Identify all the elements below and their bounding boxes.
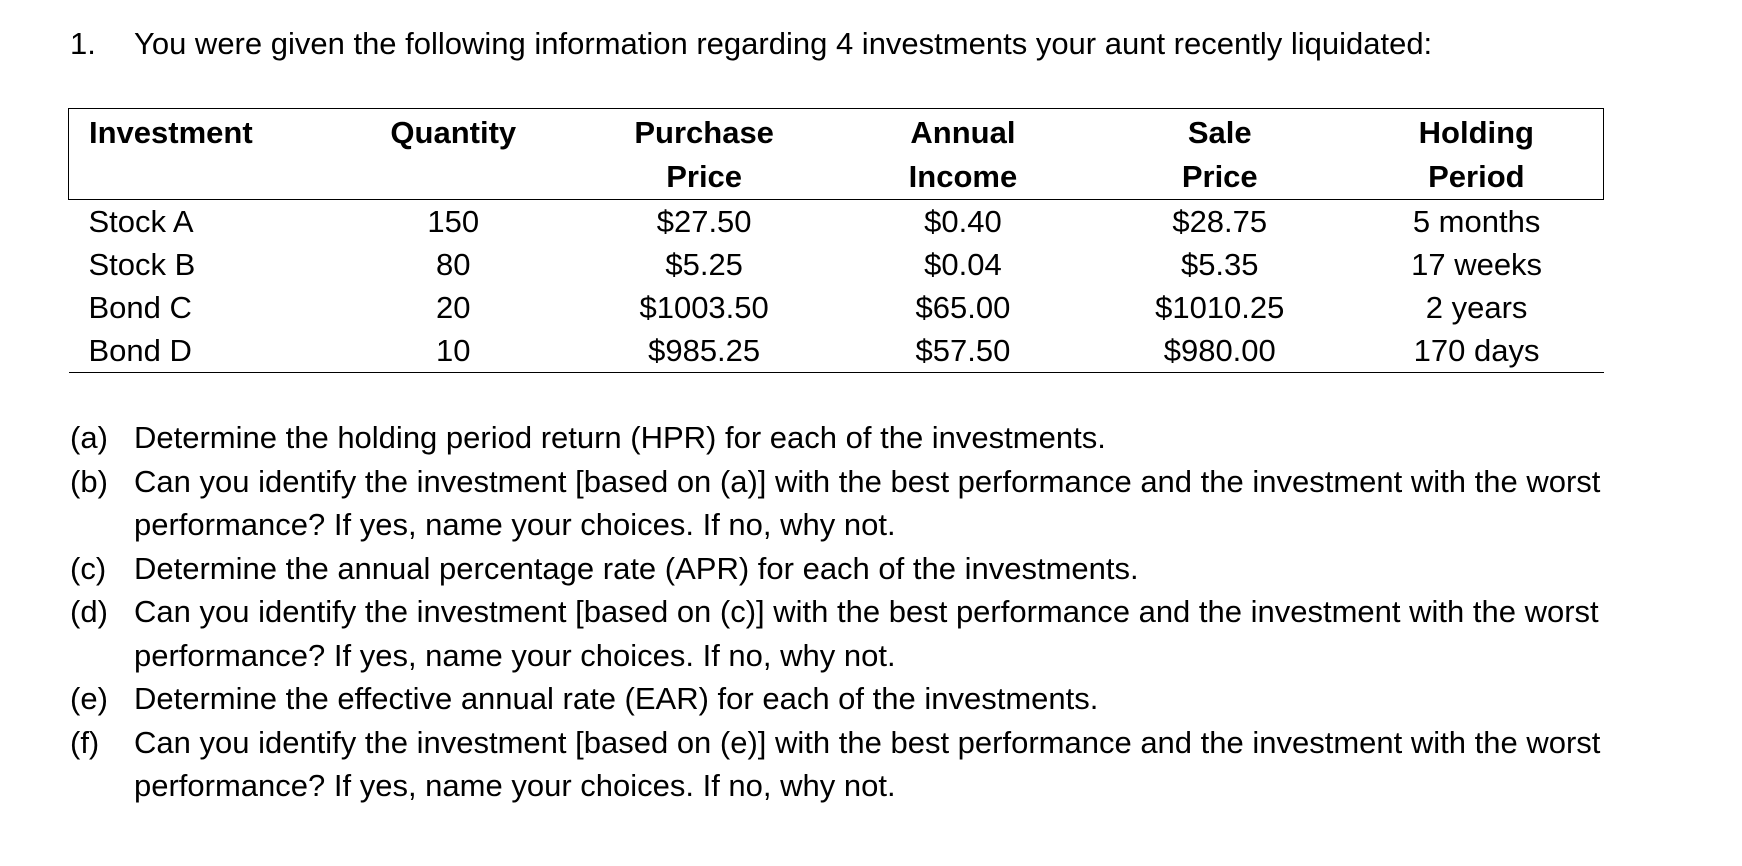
table-row [69, 329, 1604, 373]
header-purchase: Purchase [572, 109, 836, 156]
cell-annual-income: $0.40 [924, 204, 1002, 239]
header-row-bottom [69, 155, 1604, 200]
part-label: (c) [70, 550, 107, 586]
part-text: Determine the holding period return (HPR) for each of the investments. [134, 420, 1106, 455]
part-label: (d) [70, 594, 108, 629]
header-purchase-price: Price [572, 155, 836, 200]
cell-holding-period: 170 days [1350, 329, 1604, 373]
cell-quantity: 20 [436, 290, 471, 325]
header-sale-price: Price [1090, 155, 1350, 200]
cell-quantity: 10 [334, 329, 572, 373]
cell-quantity: 150 [427, 204, 480, 239]
part-text: Can you identify the investment [based on (e)] with the best performance and the investment with the worst performance? If yes, name your choices. If no, why not. [134, 724, 1601, 803]
part-label: (f) [70, 724, 100, 760]
part-text: Determine the annual percentage rate (APR) for each of the investments. [134, 550, 1139, 586]
investments-table [68, 108, 1604, 373]
table-body [69, 200, 1604, 373]
header-investment-line2 [69, 155, 335, 200]
cell-purchase-price: $5.25 [665, 247, 743, 282]
header-quantity: Quantity [334, 109, 572, 156]
part-text: Can you identify the investment [based on (a)] with the best performance and the investment with the worst performance? If yes, name your choices. If no, why not. [134, 463, 1601, 542]
header-quantity-line2 [334, 155, 572, 200]
cell-investment: Stock B [88, 247, 196, 282]
header-row-top [69, 109, 1604, 156]
investments-table-wrapper [68, 108, 1604, 373]
cell-investment: Bond C [88, 290, 192, 325]
cell-investment: Bond D [69, 329, 335, 373]
cell-holding-period: 2 years [1425, 290, 1528, 325]
cell-purchase-price: $27.50 [656, 204, 752, 239]
cell-sale-price: $1010.25 [1155, 290, 1285, 325]
cell-sale-price: $28.75 [1172, 204, 1268, 239]
cell-sale-price: $5.35 [1180, 247, 1259, 282]
part-text: Determine the effective annual rate (EAR) for each of the investments. [134, 681, 1099, 716]
cell-quantity: 80 [436, 247, 471, 282]
part-b [70, 460, 1730, 547]
part-label: (b) [70, 463, 108, 499]
cell-annual-income: $0.04 [924, 247, 1002, 282]
table-row [69, 200, 1604, 244]
cell-annual-income: $65.00 [915, 290, 1011, 325]
cell-investment: Stock A [88, 204, 194, 239]
cell-sale-price: $980.00 [1090, 329, 1350, 373]
question-heading [70, 22, 1432, 66]
header-annual: Annual [836, 109, 1090, 156]
header-investment: Investment [69, 109, 335, 156]
part-d [70, 590, 1730, 677]
cell-holding-period: 5 months [1412, 204, 1541, 239]
header-annual-income: Income [836, 155, 1090, 200]
part-a [70, 416, 1730, 460]
part-e [70, 677, 1730, 721]
header-sale: Sale [1090, 109, 1350, 156]
question-number: 1. [70, 26, 96, 61]
question-parts [70, 416, 1730, 808]
cell-purchase-price: $1003.50 [639, 290, 769, 325]
part-label: (e) [70, 681, 108, 716]
part-text: Can you identify the investment [based on (c)] with the best performance and the investment with the worst performance? If yes, name your choices. If no, why not. [134, 594, 1599, 673]
part-c [70, 547, 1730, 591]
table-row [69, 243, 1604, 286]
table-header [69, 109, 1604, 200]
part-label: (a) [70, 420, 108, 455]
question-text: You were given the following information regarding 4 investments your aunt recently liquidated: [134, 26, 1433, 61]
cell-purchase-price: $985.25 [572, 329, 836, 373]
part-f [70, 721, 1730, 808]
cell-holding-period: 17 weeks [1411, 247, 1543, 282]
cell-annual-income: $57.50 [836, 329, 1090, 373]
header-holding-period: Period [1350, 155, 1604, 200]
header-holding: Holding [1350, 109, 1604, 156]
table-row [69, 286, 1604, 329]
